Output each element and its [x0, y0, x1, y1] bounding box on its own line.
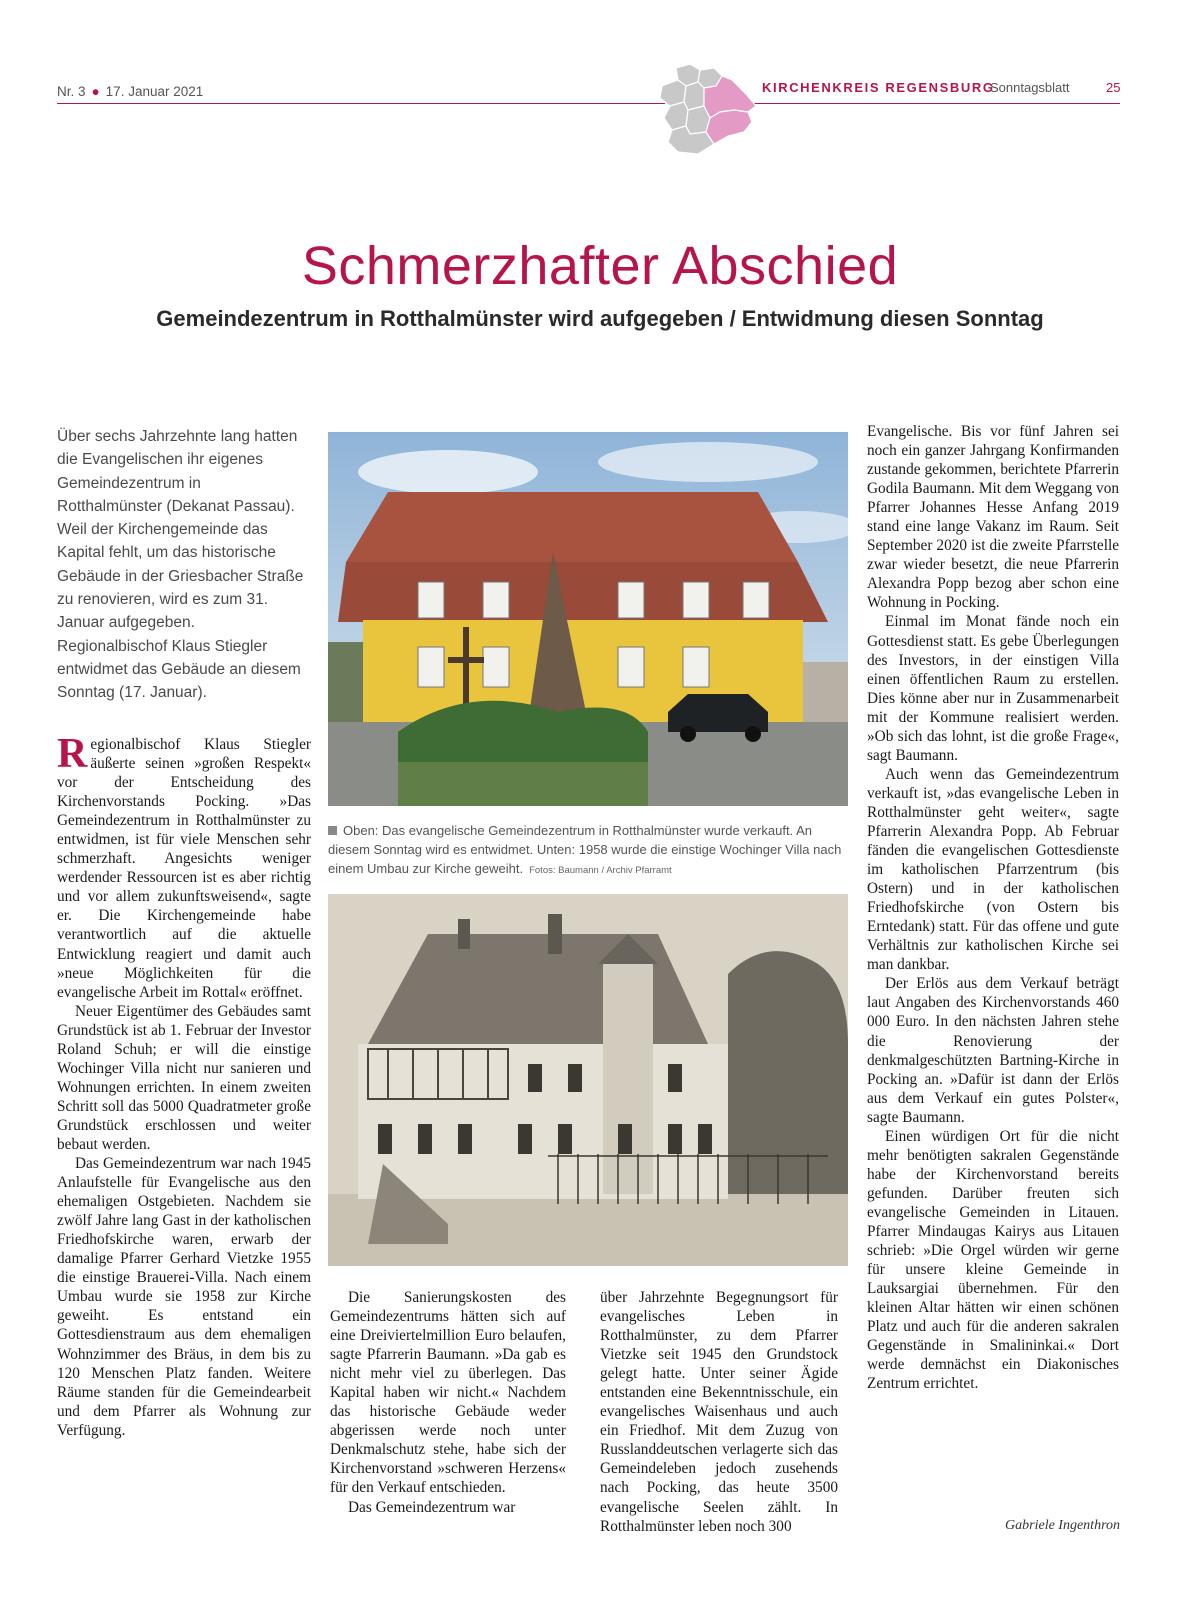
- paragraph: Auch wenn das Gemeindezentrum verkauft ist, »das evangelische Leben in Rotthalmünster geht weiter«, sagte Pfarrerin Alexandra Popp. Ab Februar fänden die evangelischen Gottesdienste im katholischen Pfarrzentrum (bis Ostern) und in der katholischen Friedhofskirche (von Ostern bis Erntedank) statt. Für das offene und gute Verhältnis zur katholischen Kirche sei man dankbar.: [867, 765, 1119, 974]
- paragraph: Der Erlös aus dem Verkauf beträgt laut Angaben des Kirchenvorstands 460 000 Euro. In den nächsten Jahren stehe die Renovierung der denkmalgeschützten Bartning-Kirche in Pocking an. »Dafür ist dann der Erlös aus dem Verkauf ein gutes Polster«, sagte Baumann.: [867, 975, 1119, 1126]
- paragraph: Neuer Eigentümer des Gebäudes samt Grundstück ist ab 1. Februar der Investor Roland Schuh; er will die einstige Wochinger Villa nicht nur sanieren und Wohnungen errichten. In einem zweiten Schritt soll das 5000 Quadratmeter große Grundstück erschlossen und weiter bebaut werden.: [57, 1002, 311, 1153]
- photo-caption: [328, 821, 848, 880]
- article-headline: Schmerzhafter Abschied: [301, 236, 899, 296]
- paragraph: Die Sanierungskosten des Gemeindezentrums hätten sich auf eine Dreiviertelmillion Euro belaufen, sagte Pfarrerin Baumann. »Da gab es nicht mehr viel zu überlegen. Das Kapital haben wir nicht.« Nachdem das historische Gebäude weder abgerissen werde noch unter Denkmalschutz stehe, habe sich der Kirchenvorstand »schweren Herzens« für den Verkauf entschieden.: [330, 1289, 566, 1497]
- paragraph: [57, 731, 311, 1002]
- article-lead: Über sechs Jahrzehnte lang hatten die Evangelischen ihr eigenes Gemeindezentrum in Rotthalmünster (Dekanat Passau). Weil der Kirchengemeinde das Kapital fehlt, um das historische Gebäude in der Griesbacher Straße zu renovieren, wird es zum 31. Januar aufgegeben. Regionalbischof Klaus Stiegler entwidmet das Gebäude an diesem Sonntag (17. Januar).: [57, 428, 304, 702]
- article-subheadline: Gemeindezentrum in Rotthalmünster wird aufgegeben / Entwidmung diesen Sonntag: [156, 306, 1044, 331]
- drop-cap: R: [57, 731, 88, 777]
- issue-number: Nr. 3: [57, 84, 86, 99]
- header-rule-left: [57, 103, 665, 104]
- paragraph: über Jahrzehnte Begegnungsort für evangelisches Leben in Rotthalmünster, zu dem Pfarrer Vietzke seit 1945 den Grundstock gelegt hatte. Unter seiner Ägide entstanden eine Bekenntnisschule, ein evangelisches Waisenhaus und auch ein Friedhof. Mit dem Zuzug von Russlanddeutschen verlagerte sich das Gemeindeleben jedoch zusehends nach Pocking, das heute 3500 evangelische Seelen zählt. In Rotthalmünster leben noch 300: [600, 1289, 838, 1535]
- bullet-icon: ●: [91, 84, 100, 99]
- photo-historic-villa-1958: [328, 894, 848, 1266]
- paragraph-text: egionalbischof Klaus Stiegler äußerte seinen »großen Respekt« vor der Entscheidung des Kirchenvorstands Pocking. »Das Gemeindezentrum in Rotthalmünster zu entwidmen, ist für viele Menschen sehr schmerzhaft. Angesichts weniger werdender Ressourcen ist es aber richtig und vor allem zukunftsweisend«, sagte er. Die Kirchengemeinde habe verantwortlich auf die aktuelle Entwicklung reagiert und damit auch »neue Möglichkeiten für die evangelische Arbeit im Rottal« eröffnet.: [57, 736, 311, 1001]
- text-column-3: [600, 1288, 838, 1536]
- issue-date-line: [57, 84, 203, 99]
- photo-credit: Fotos: Baumann / Archiv Pfarramt: [529, 865, 672, 876]
- author-byline: Gabriele Ingenthron: [1005, 1518, 1120, 1533]
- bavaria-map-icon: [648, 60, 764, 160]
- paragraph: Evangelische. Bis vor fünf Jahren sei noch ein ganzer Jahrgang Konfirmanden zustande gekommen, berichtete Pfarrerin Godila Baumann. Mit dem Weggang von Pfarrer Johannes Hesse Anfang 2019 stand eine lange Vakanz im Raum. Seit September 2020 ist die zweite Pfarrstelle zwar wieder besetzt, die neue Pfarrerin Alexandra Popp bezog aber schon eine Wohnung in Pocking.: [867, 423, 1119, 612]
- text-column-1: [57, 731, 311, 1440]
- newspaper-name: Sonntagsblatt: [990, 80, 1070, 95]
- caption-square-icon: [328, 826, 337, 835]
- paragraph: Das Gemeindezentrum war: [348, 1498, 516, 1516]
- issue-date: 17. Januar 2021: [105, 84, 204, 99]
- header-rule-right: [742, 103, 1120, 104]
- paragraph: Das Gemeindezentrum war nach 1945 Anlaufstelle für Evangelische aus den ehemaligen Ostgebieten. Nachdem sie zwölf Jahre lang Gast in der katholischen Friedhofskirche waren, erwarb der damalige Pfarrer Gerhard Vietzke 1955 die einstige Brauerei-Villa. Nach einem Umbau wurde sie 1958 zur Kirche geweiht. Es entstand ein Gottesdienstraum aus dem ehemaligen Wohnzimmer des Bräus, in dem bis zu 120 Menschen Platz fanden. Weitere Räume standen für die Gemeindearbeit und dem Pfarrer als Wohnung zur Verfügung.: [57, 1155, 311, 1439]
- caption-text: Oben: Das evangelische Gemeindezentrum in Rotthalmünster wurde verkauft. An diesem Sonntag wird es entwidmet. Unten: 1958 wurde die einstige Wochinger Villa nach einem Umbau zur Kirche geweiht.: [328, 823, 842, 876]
- page-number: 25: [1106, 80, 1121, 95]
- section-region-label: KIRCHENKREIS REGENSBURG: [762, 80, 995, 95]
- text-column-4: [867, 422, 1119, 1393]
- photo-community-center-today: [328, 432, 848, 806]
- paragraph: Einmal im Monat fände noch ein Gottesdienst statt. Es gebe Überlegungen des Investors, in der einstigen Villa einen öffentlichen Raum zu erstellen. Dies könne aber nur in Zusammenarbeit mit der Kommune realisiert werden. »Ob sich das lohnt, ist die große Frage«, sagt Baumann.: [867, 613, 1119, 764]
- paragraph: Einen würdigen Ort für die nicht mehr benötigten sakralen Gegenstände habe der Kirchenvorstand bereits gefunden. Darüber freuten sich evangelische Gemeinden in Litauen. Pfarrer Mindaugas Kairys aus Litauen schrieb: »Die Orgel würden wir gerne für unsere kleine Gemeinde in Lauksargiai übernehmen. Für den kleinen Altar hätten wir einen schönen Platz und auch für die anderen sakralen Gegenstände in Smalininkai.« Dort werde demnächst ein Diakonisches Zentrum errichtet.: [867, 1127, 1119, 1393]
- text-column-2: [330, 1288, 566, 1517]
